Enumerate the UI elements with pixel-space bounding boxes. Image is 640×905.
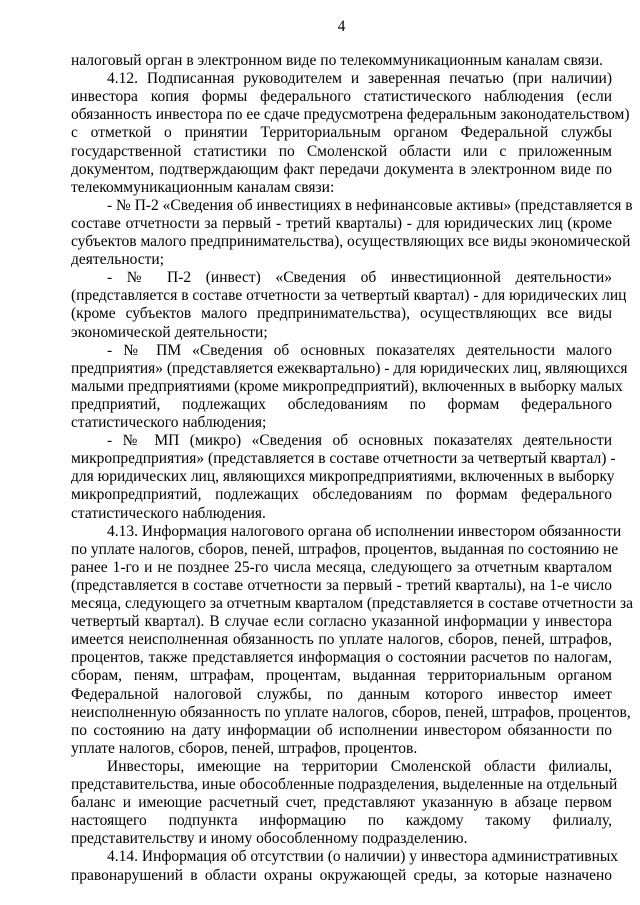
text-line: процентов, также представляется информация о состоянии расчетов по налогам, xyxy=(71,649,612,667)
text-line: - № П-2 «Сведения об инвестициях в нефинансовые активы» (представляется в xyxy=(107,196,633,214)
text-line: правонарушений в области охраны окружающей среды, за которые назначено xyxy=(71,866,612,884)
text-line: (кроме субъектов малого предпринимательства), осуществляющих все виды xyxy=(71,305,612,323)
page-number: 4 xyxy=(337,18,346,35)
text-line: - № МП (микро) «Сведения об основных показателях деятельности xyxy=(107,432,612,450)
text-line: по уплате налогов, сборов, пеней, штрафов, процентов, выданная по состоянию не xyxy=(71,540,619,558)
text-line: по состоянию на дату информации об исполнении инвестором обязанности по xyxy=(71,721,612,739)
text-line: малыми предприятиями (кроме микропредприятий), включенных в выборку малых xyxy=(71,377,623,395)
text-line: 4.14. Информация об отсутствии (о наличии) у инвестора административных xyxy=(107,848,619,866)
text-line: государственной статистики по Смоленской области или с приложенным xyxy=(71,142,612,160)
text-line: предприятий, подлежащих обследованиям по формам федерального xyxy=(71,395,612,413)
text-line: (представляется в составе отчетности за четвертый квартал) - для юридических лиц xyxy=(71,287,627,305)
text-line: субъектов малого предпринимательства), осуществляющих все виды экономической xyxy=(71,233,631,250)
text-line: деятельности; xyxy=(71,251,165,269)
text-line: настоящего подпункта информацию по каждому такому филиалу, xyxy=(71,812,612,830)
text-line: уплате налогов, сборов, пеней, штрафов, процентов. xyxy=(71,739,418,757)
text-line: Инвесторы, имеющие на территории Смоленской области филиалы, xyxy=(107,757,612,775)
text-line: (представляется в составе отчетности за первый - третий кварталы), на 1-е число xyxy=(71,576,612,594)
text-line: с отметкой о принятии Территориальным органом Федеральной службы xyxy=(71,124,612,142)
text-line: статистического наблюдения. xyxy=(71,504,266,522)
text-line: сборам, пеням, штрафам, процентам, выданная территориальным органом xyxy=(71,667,612,685)
text-line: - № П-2 (инвест) «Сведения об инвестиционной деятельности» xyxy=(107,269,612,287)
text-line: представительству и иному обособленному подразделению. xyxy=(71,830,468,848)
text-line: налоговый орган в электронном виде по телекоммуникационным каналам связи. xyxy=(71,52,604,69)
text-line: представительства, иные обособленные подразделения, выделенные на отдельный xyxy=(71,776,618,793)
text-line: неисполненную обязанность по уплате налогов, сборов, пеней, штрафов, процентов, xyxy=(71,703,631,721)
text-line: месяца, следующего за отчетным кварталом (представляется в составе отчетности за xyxy=(71,595,634,612)
text-line: имеется неисполненная обязанность по уплате налогов, сборов, пеней, штрафов, xyxy=(71,631,612,649)
text-line: микропредприятия» (представляется в составе отчетности за четвертый квартал) - xyxy=(71,450,616,468)
text-line: микропредприятий, подлежащих обследованиям по формам федерального xyxy=(71,486,612,504)
text-line: 4.13. Информация налогового органа об исполнении инвестором обязанности xyxy=(107,522,622,540)
text-line: Федеральной налоговой службы, по данным которого инвестор имеет xyxy=(71,685,612,703)
text-line: 4.12. Подписанная руководителем и заверенная печатью (при наличии) xyxy=(107,70,612,88)
text-line: ранее 1-го и не позднее 25-го числа месяца, следующего за отчетным кварталом xyxy=(71,558,612,576)
text-line: экономической деятельности; xyxy=(71,323,268,341)
text-line: четвертый квартал). В случае если согласно указанной информации у инвестора xyxy=(71,613,612,631)
text-line: обязанность инвестора по ее сдаче предусмотрена федеральным законодательством) xyxy=(71,106,630,124)
text-line: - № ПМ «Сведения об основных показателях деятельности малого xyxy=(107,341,612,359)
text-line: для юридических лиц, являющихся микропредприятиями, включенных в выборку xyxy=(71,468,615,486)
text-line: телекоммуникационным каналам связи: xyxy=(71,178,335,196)
text-line: статистического наблюдения; xyxy=(71,414,267,431)
text-line: баланс и имеющие расчетный счет, представляют указанную в абзаце первом xyxy=(71,794,612,812)
text-line: документом, подтверждающим факт передачи документа в электронном виде по xyxy=(71,160,612,178)
text-line: составе отчетности за первый - третий кварталы) - для юридических лиц (кроме xyxy=(71,214,612,232)
text-line: инвестора копия формы федерального статистического наблюдения (если xyxy=(71,88,612,106)
text-line: предприятия» (представляется ежеквартально) - для юридических лиц, являющихся xyxy=(71,359,628,377)
